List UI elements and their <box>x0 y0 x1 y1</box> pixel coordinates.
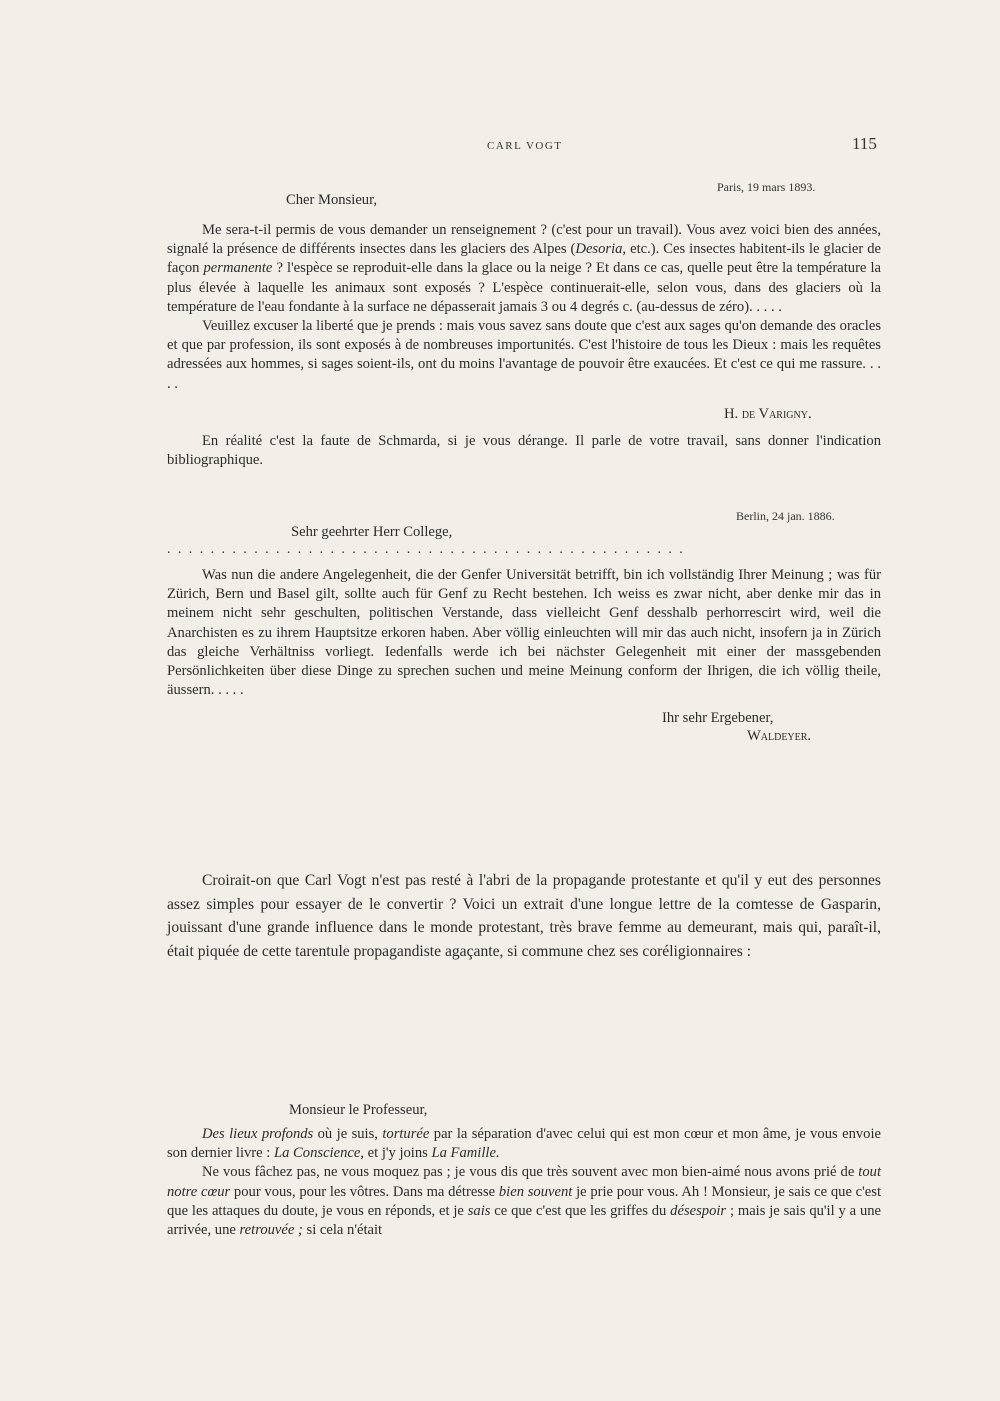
italic-run: torturée <box>382 1126 430 1142</box>
italic-run: La Conscience, <box>274 1145 364 1162</box>
text-run: ce que c'est que les griffes du <box>490 1202 671 1219</box>
italic-run: sais <box>467 1202 491 1219</box>
letter1-salutation: Cher Monsieur, <box>286 192 378 208</box>
letter1-paragraph-1 <box>167 221 881 317</box>
italic-run: Des lieux profonds <box>202 1126 314 1142</box>
italic-run: La Famille. <box>431 1145 500 1162</box>
text-run: si cela n'était <box>302 1222 383 1239</box>
letter1-paragraph-3: En réalité c'est la faute de Schmarda, si je vous dérange. Il parle de votre travail, sans donner l'indication bibliographique. <box>167 433 881 469</box>
letter2-body <box>167 566 881 700</box>
page-number: 115 <box>852 134 877 153</box>
text-run: je prie pour vous. Ah ! Monsieur, je sais ce que c'est que les attaques du doute, je vous en réponds, et je <box>167 1183 881 1219</box>
italic-run: tout notre cœur <box>167 1164 881 1200</box>
text-run: ? l'espèce se reproduit-elle dans la glace ou la neige ? Et dans ce cas, quelle peut être la température la plus élevée à laquelle les animaux sont exposés ? L'espèce continuerait-elle, selon vous, dans des glaciers où la température de l'eau fondante à la surface ne dépasserait jamais 3 ou 4 degrés c. (au-dessus de zéro). . . . . <box>167 260 881 315</box>
text-run: etc.). Ces insectes habitent-ils le glacier de façon <box>167 241 881 277</box>
text-run: où je suis, <box>313 1126 383 1142</box>
text-run: par la séparation d'avec celui qui est mon cœur et mon âme, je vous envoie son dernier livre : <box>167 1126 882 1162</box>
letter3-paragraph-2 <box>167 1163 881 1240</box>
letter3-paragraph-1 <box>167 1125 881 1163</box>
text-run: Me sera-t-il permis de vous demander un renseignement ? (c'est pour un travail). Vous avez voici bien des années, signalé la présence de différents insectes dans les glaciers des Alpes ( <box>167 222 881 258</box>
commentary-text: Croirait-on que Carl Vogt n'est pas resté à l'abri de la propagande protestante et qu'il y eut des personnes assez simples pour essayer de le convertir ? Voici un extrait d'une longue lettre de la comtesse de Gasparin, jouissant d'une grande influence dans le monde protestant, très brave femme au demeurant, mais qui, paraît-il, était piquée de cette tarentule propagandiste agaçante, si commune chez ses coréligionnaires : <box>167 872 881 960</box>
text-run: et j'y joins <box>363 1145 432 1162</box>
letter2-salutation: Sehr geehrter Herr College, <box>291 524 453 540</box>
letter2-date: Berlin, 24 jan. 1886. <box>736 509 835 523</box>
italic-run: Desoria, <box>575 241 627 258</box>
letter2-signature: Waldeyer. <box>747 728 812 744</box>
text-run: pour vous, pour les vôtres. Dans ma détresse <box>230 1183 499 1200</box>
letter3-salutation: Monsieur le Professeur, <box>289 1102 428 1118</box>
running-head: CARL VOGT <box>487 140 563 152</box>
commentary-paragraph <box>167 869 881 963</box>
letter1-paragraph-2: Veuillez excuser la liberté que je prends : mais vous savez sans doute que c'est aux sages qu'on demande des oracles et que par profession, ils sont exposés à de nombreuses importunités. C'est l'histoire de tous les Dieux : mais les requêtes adressées aux hommes, si sages soient-ils, ont du moins l'avantage de pouvoir être exaucées. Et c'est ce qui me rassure. . . . . <box>167 318 881 392</box>
ellipsis-line: ................................................ <box>167 542 691 557</box>
letter1-postscript <box>167 432 881 470</box>
letter1-body <box>167 221 881 394</box>
letter3-body <box>167 1125 881 1240</box>
italic-run: désespoir <box>670 1202 727 1219</box>
letter2-closing: Ihr sehr Ergebener, <box>662 710 774 726</box>
letter2-paragraph-1: Was nun die andere Angelegenheit, die der Genfer Universität betrifft, bin ich vollständig Ihrer Meinung ; was für Zürich, Bern und Basel gilt, sollte auch für Genf zu Recht bestehen. Ich weiss es zwar nicht, aber denke mir das in meinem nicht sehr geschulten, politischen Verstande, dass vielleicht Genf desshalb perhorrescirt wird, weil die Anarchisten es zu ihrem Hauptsitze erkoren haben. Aber völlig einleuchten will mir das auch nicht, insofern ja in Zürich das gleiche Verhältniss vorliegt. Iedenfalls werde ich bei nächster Gelegenheit mit einer der massgebenden Persönlichkeiten über diese Dinge zu sprechen suchen und meine Meinung conform der Ihrigen, die ich völlig theile, äussern. . . . . <box>167 567 881 699</box>
letter1-date: Paris, 19 mars 1893. <box>717 180 816 194</box>
italic-run: bien souvent <box>498 1183 573 1200</box>
italic-run: permanente <box>203 260 273 277</box>
text-run: ; mais je sais qu'il y a une arrivée, une <box>167 1202 882 1239</box>
text-run: Ne vous fâchez pas, ne vous moquez pas ; je vous dis que très souvent avec mon bien-aimé nous avons prié de <box>202 1164 859 1181</box>
letter1-signature: H. de Varigny. <box>724 406 812 422</box>
italic-run: retrouvée ; <box>239 1222 303 1239</box>
